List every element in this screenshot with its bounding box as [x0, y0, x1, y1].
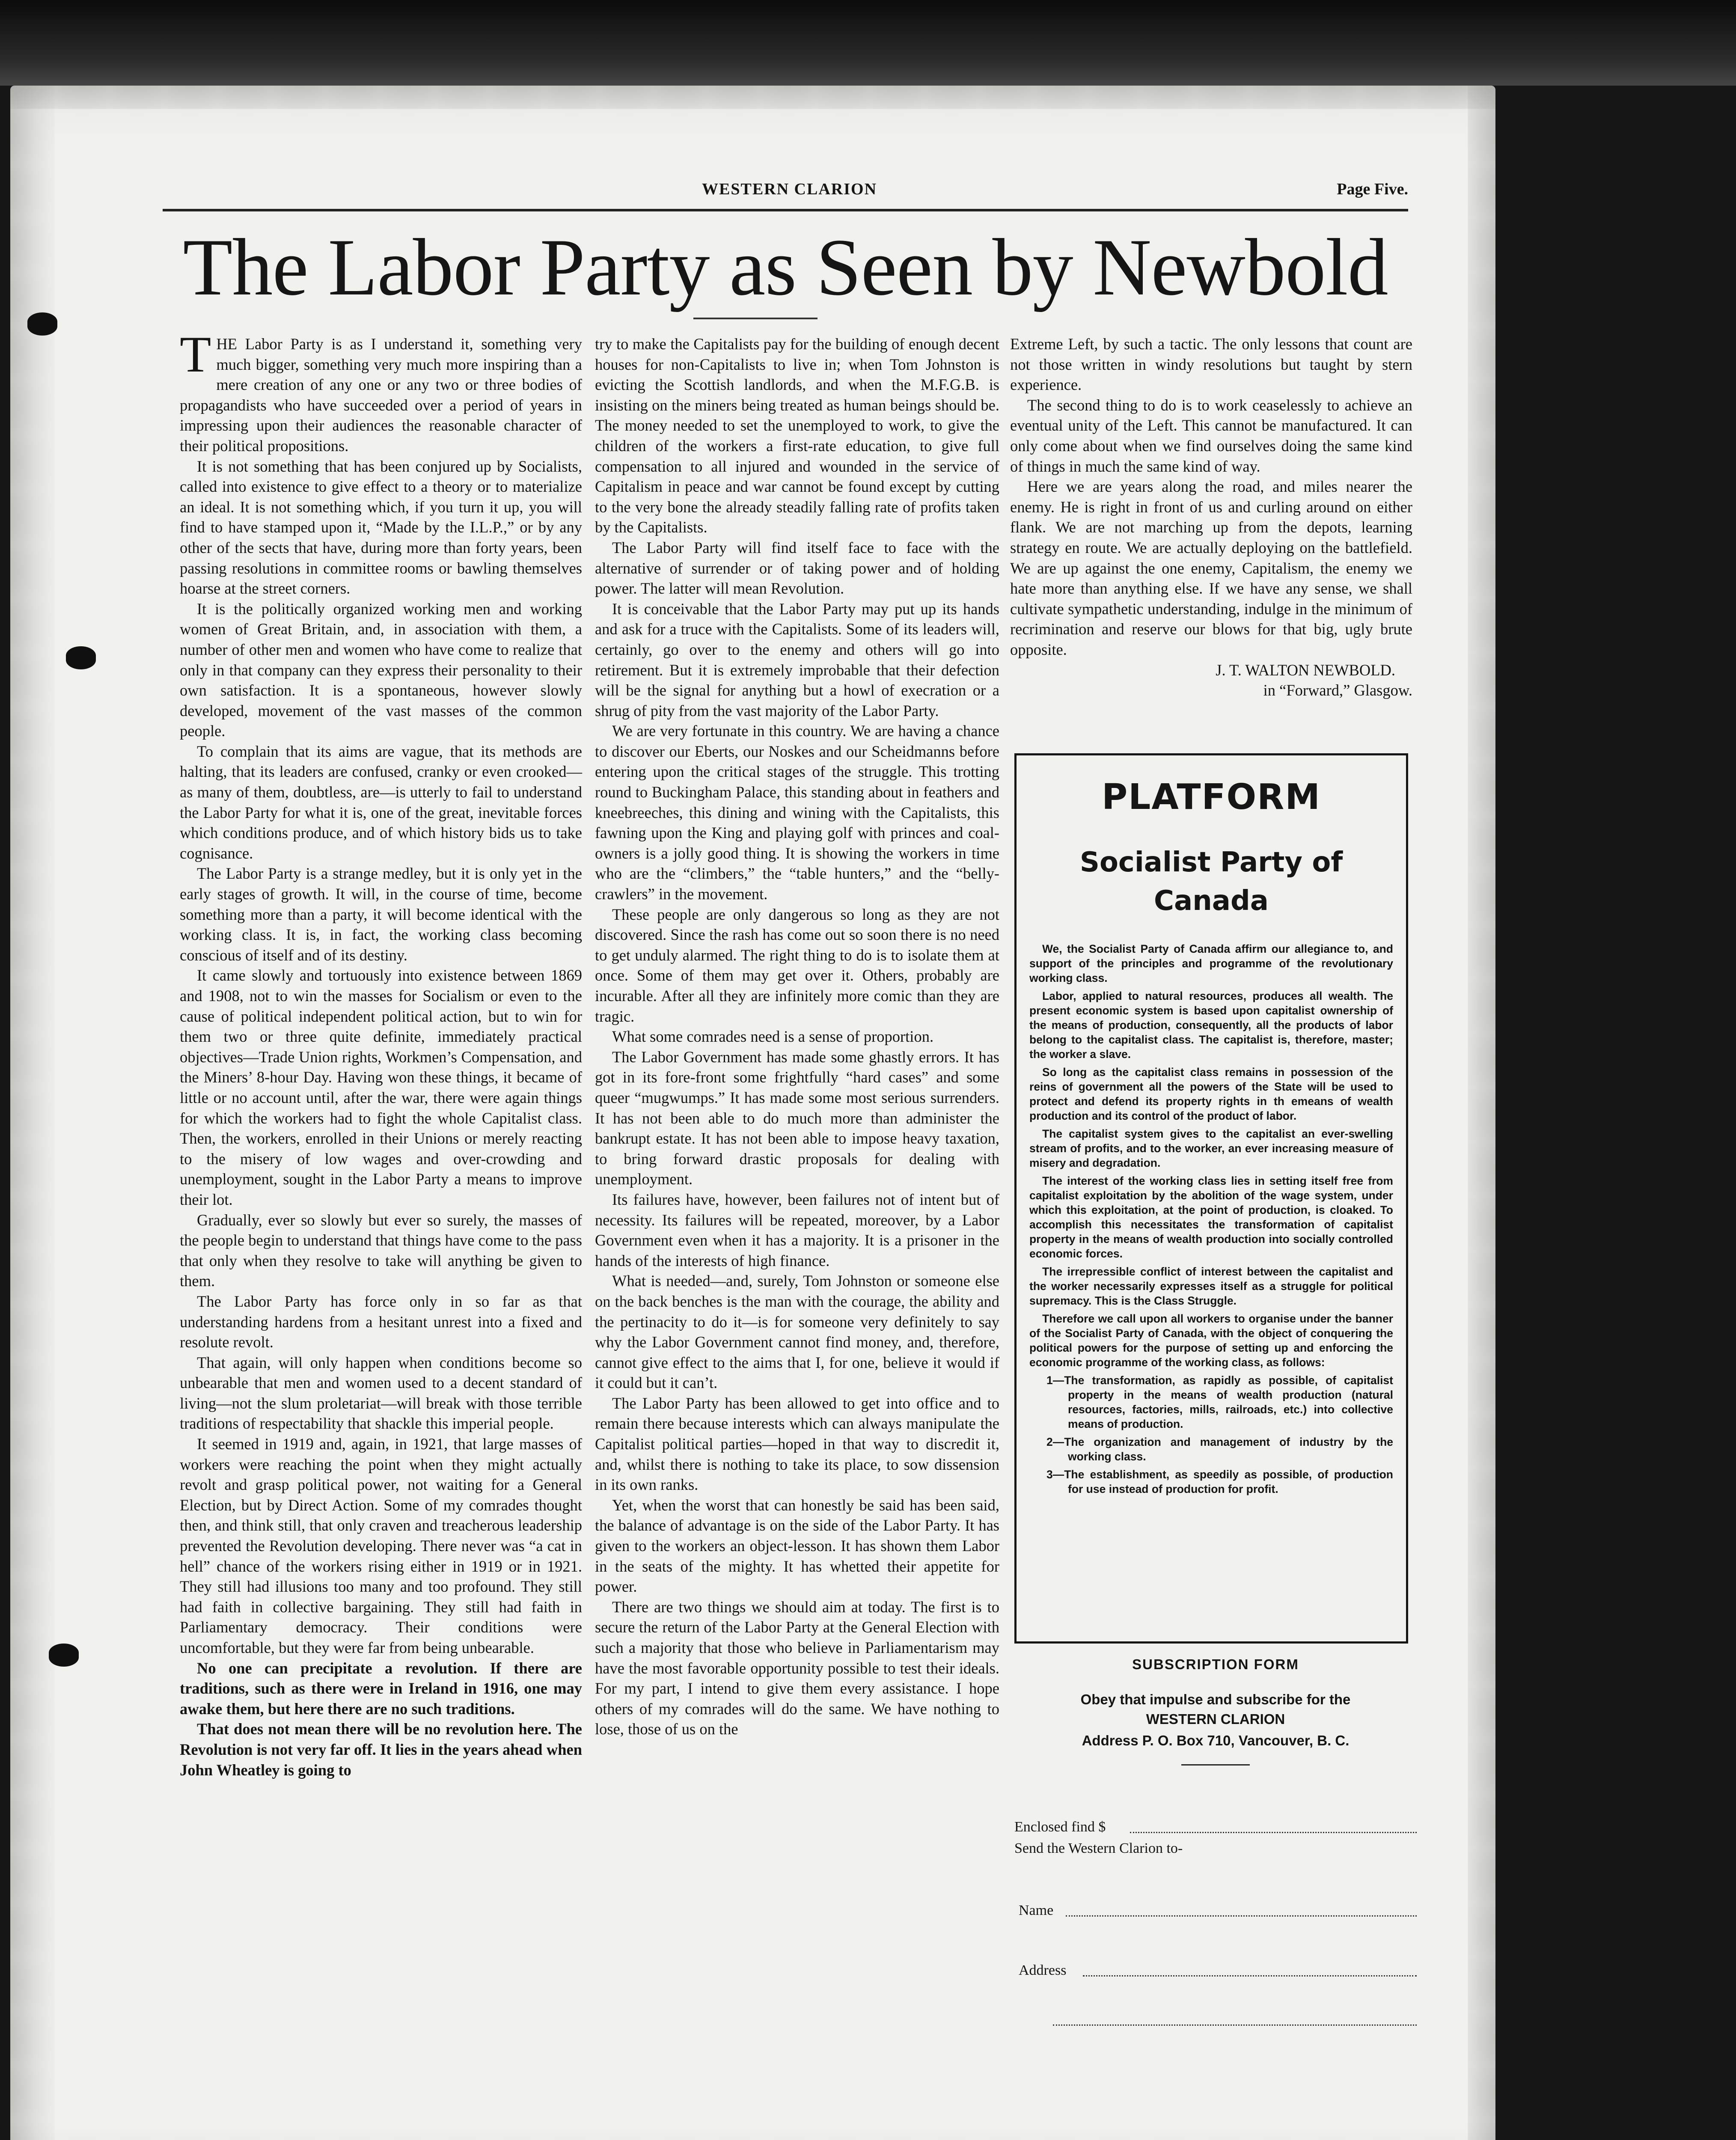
paragraph: There are two things we should aim at today. The first is to secure the return of the Labor Party at the General Election with such a majority that those who believe in Parliamentarism may have the most favorable opportunity possible to test their ideals. For my part, I intend to give them every assistance. I hope others of my comrades will do the same. We have nothing to lose, those of us on the [595, 1598, 999, 1738]
paragraph: These people are only dangerous so long as they are not discovered. Since the rash has come out so soon there is no need to get unduly alarmed. The right thing to do is to isolate them at once. Some of them may get over it. Others, probably are incurable. After all they are infinitely more comic than they are tragic. [595, 905, 999, 1025]
paragraph: To complain that its aims are vague, that its methods are halting, that its leaders are confused, cranky or even crooked—as many of them, doubtless, are—is utterly to fail to understand the Labor Party for what it is, one of the great, inevitable forces which conditions produce, and of which history bids us to take cognisance. [180, 742, 582, 862]
scan-top-border [0, 0, 1736, 86]
mailing-address: Address P. O. Box 710, Vancouver, B. C. [1082, 1733, 1350, 1748]
title-rule [693, 318, 817, 319]
name-field[interactable] [1066, 1915, 1417, 1917]
paragraph: try to make the Capitalists pay for the building of enough decent houses for non-Capitalists to live in; when Tom Johnston is evicting the Scottish landlords, and when the M.F.G.B. is insisting on the miners being treated as human beings should be. The money needed to set the unemployed to work, to give the children of the workers a first-rate education, to give full compensation to all injured and wounded in the service of Capitalism in peace and war cannot be found except by cutting to the very bone the already steadily falling rate of profits taken by the Capitalists. [595, 335, 999, 536]
subscription-text [1014, 1690, 1417, 1729]
address-field-line-2[interactable] [1053, 2024, 1417, 2026]
paragraph: Yet, when the worst that can honestly be said has been said, the balance of advantage is on the side of the Labor Party. It has given to the workers an object-lesson. It has shown them Labor in the seats of the mighty. It has whetted their appetite for power. [595, 1496, 999, 1596]
paragraph: THE Labor Party is as I understand it, something very much bigger, something very much more inspiring than a mere creation of any one or any two or three bodies of propagandists who have succeeded over a period of years in impressing upon their audiences the reasonable character of their political propositions. [180, 326, 582, 455]
subscription-title: SUBSCRIPTION FORM [1132, 1656, 1299, 1672]
running-head [163, 180, 1408, 201]
platform-paragraph: We, the Socialist Party of Canada affirm our allegiance to, and support of the principles and programme of the revolutionary working class. [1029, 942, 1393, 984]
enclosed-label: Enclosed find $ [1014, 1819, 1106, 1835]
paragraph: The Labor Party has force only in so far as that understanding hardens from a hesitant unrest into a fixed and resolute revolt. [180, 1292, 582, 1351]
paragraph: The Labor Government has made some ghastly errors. It has got in its fore-front some frightfully “hard cases” and some queer “mugwumps.” It has made some most serious surrenders. It has not been able to do much more than administer the bankrupt estate. It has not been able to impose heavy taxation, to bring forward drastic proposals for dealing with unemployment. [595, 1048, 999, 1188]
paragraph: It came slowly and tortuously into existence between 1869 and 1908, not to win the masses for Socialism or even to the cause of political independent political action, but to win for them two or three quite definite, immediately practical objectives—Trade Union rights, Workmen’s Compensation, and the Miners’ 8-hour Day. Having won these things, it became of little or no account until, after the war, there were again things for which the workers had to fight the whole Capitalist class. Then, the workers, enrolled in their Unions or merely reacting to the misery of low wages and over-crowding and unemployment, sought in the Labor Party a means to improve their lot. [180, 966, 582, 1208]
article-source: in “Forward,” Glasgow. [1263, 681, 1412, 699]
article-column-1 [180, 326, 582, 1780]
author-signature: J. T. WALTON NEWBOLD. [1216, 661, 1395, 679]
paragraph: It is not something that has been conjured up by Socialists, called into existence to give effect to a theory or to materialize an ideal. It is not something which, if you turn it up, you will find to have stamped upon it, “Made by the I.L.P.,” or by any other of the sects that have, during more than forty years, been passing resolutions in committee rooms or bawling themselves hoarse at the street corners. [180, 457, 582, 597]
binding-clip-icon [66, 646, 96, 669]
drop-cap: T [180, 326, 211, 383]
paper-name: WESTERN CLARION [1146, 1711, 1285, 1727]
platform-point: 2—The organization and management of industry by the working class. [1046, 1436, 1393, 1463]
platform-paragraph: The capitalist system gives to the capitalist an ever-swelling stream of profits, and to the worker, an ever increasing measure of misery and degradation. [1029, 1127, 1393, 1169]
article-column-3 [1010, 334, 1412, 701]
address-field[interactable] [1083, 1975, 1417, 1977]
paragraph: That does not mean there will be no revolution here. The Revolution is not very far off. It lies in the years ahead when John Wheatley is going to [180, 1720, 582, 1779]
platform-heading: PLATFORM [1102, 777, 1321, 817]
platform-paragraph: So long as the capitalist class remains in possession of the reins of government all the powers of the State will be used to protect and defend its property rights in th emeans of wealth production and its control of the product of labor. [1029, 1066, 1393, 1122]
paragraph: Here we are years along the road, and miles nearer the enemy. He is right in front of us and curling around on either flank. We are not marching up from the depots, learning strategy en route. We are actually deploying on the battlefield. We are up against the one enemy, Capitalism, the enemy we hate more than anything else. If we have any sense, we shall cultivate sympathetic understanding, indulge in the minimum of recrimination and reserve our blows for that big, ugly brute opposite. [1010, 478, 1412, 658]
paragraph: What some comrades need is a sense of proportion. [612, 1028, 934, 1046]
paragraph: The Labor Party has been allowed to get into office and to remain there because interests which can always manipulate the Capitalist political parties—hoped in that way to discredit it, and, whilst there is nothing to take its place, to sow dissension in its own ranks. [595, 1394, 999, 1494]
platform-body [1029, 942, 1393, 1496]
paragraph: No one can precipitate a revolution. If there are traditions, such as there were in Ireland in 1916, one may awake them, but here there are no such traditions. [180, 1659, 582, 1718]
paragraph: The Labor Party is a strange medley, but it is only yet in the early stages of growth. It will, in the course of time, become something more than a party, it will become identical with the working class. It is, in fact, the working class becoming conscious of itself and of its destiny. [180, 865, 582, 964]
platform-point: 1—The transformation, as rapidly as possible, of capitalist property in the means of wealth production (natural resources, factories, mills, railroads, etc.) into collective means of production. [1046, 1374, 1393, 1430]
name-label: Name [1019, 1902, 1054, 1918]
paragraph: The second thing to do is to work ceaselessly to achieve an eventual unity of the Left. This cannot be manufactured. It can only come about when we find ourselves doing the same kind of things in much the same kind of way. [1010, 396, 1412, 475]
binding-clip-icon [27, 312, 57, 336]
party-name-line: Socialist Party of [1079, 847, 1343, 878]
address-label: Address [1019, 1962, 1067, 1978]
article-column-2 [595, 334, 999, 1739]
enclosed-amount-field[interactable] [1130, 1832, 1417, 1833]
subscription-rule [1181, 1764, 1250, 1766]
party-name [1029, 843, 1393, 920]
article-title: The Labor Party as Seen by Newbold [183, 223, 1388, 312]
subscription-form [1014, 1656, 1417, 2042]
platform-box [1014, 753, 1408, 1644]
newspaper-name: WESTERN CLARION [702, 180, 877, 198]
send-to-label: Send the Western Clarion to- [1014, 1840, 1183, 1856]
paragraph: It is the politically organized working men and working women of Great Britain, and, in association with them, a number of other men and women who have come to realize that only in that company can they express their personality to their own satisfaction. It is a spontaneous, however slowly developed, movement of the vast masses of the common people. [180, 600, 582, 740]
paragraph: Extreme Left, by such a tactic. The only lessons that count are not those written in windy resolutions but taught by stern experience. [1010, 335, 1412, 394]
binding-clip-icon [49, 1644, 79, 1667]
platform-paragraph: The interest of the working class lies in setting itself free from capitalist exploitation by the abolition of the wage system, under which this exploitation, at the point of production, is cloaked. To accomplish this necessitates the transformation of capitalist property in the means of wealth production into socially controlled economic forces. [1029, 1174, 1393, 1260]
platform-paragraph: The irrepressible conflict of interest between the capitalist and the worker necessarily expresses itself as a struggle for political supremacy. This is the Class Struggle. [1029, 1265, 1393, 1307]
page-number: Page Five. [1337, 180, 1408, 198]
platform-paragraph: Labor, applied to natural resources, produces all wealth. The present economic system is based upon capitalist ownership of the means of production, consequently, all the products of labor belong to the capitalist class. The capitalist is, therefore, master; the worker a slave. [1029, 990, 1393, 1061]
paragraph: Gradually, ever so slowly but ever so surely, the masses of the people begin to understand that things have come to the pass that only when they resolve to take will anything be given to them. [180, 1211, 582, 1290]
paragraph: That again, will only happen when conditions become so unbearable that men and women used to a decent standard of living—not the slum proletariat—will break with those terrible traditions of respectability that shackle this imperial people. [180, 1353, 582, 1433]
obey-line: Obey that impulse and subscribe for the [1080, 1691, 1351, 1707]
paragraph: It seemed in 1919 and, again, in 1921, that large masses of workers were reaching the point when they might actually revolt and grasp political power, not waiting for a General Election, but by Direct Action. Some of my comrades thought then, and think still, that only craven and treacherous leadership prevented the Revolution developing. There never was “a cat in hell” chance of the workers rising either in 1919 or in 1921. They still had illusions too many and too profound. They still had faith in collective bargaining. They still had faith in Parliamentary democracy. Their conditions were uncomfortable, but they were far from being unbearable. [180, 1435, 582, 1656]
paragraph: What is needed—and, surely, Tom Johnston or someone else on the back benches is the man with the courage, the ability and the pertinacity to do it—is for someone very definitely to say why the Labor Government cannot find money, and, therefore, cannot give effect to the aims that I, for one, believe it would if it could but it can’t. [595, 1272, 999, 1392]
paragraph: The Labor Party will find itself face to face with the alternative of surrender or of taking power and of holding power. The latter will mean Revolution. [595, 538, 999, 597]
party-name-line: Canada [1154, 885, 1269, 917]
platform-paragraph: Therefore we call upon all workers to organise under the banner of the Socialist Party of Canada, with the object of conquering the political powers for the purpose of setting up and enforcing the economic programme of the working class, as follows: [1029, 1312, 1393, 1369]
paragraph: We are very fortunate in this country. We are having a chance to discover our Eberts, our Noskes and our Scheidmanns before entering upon the critical stages of the struggle. This trotting round to Buckingham Palace, this standing about in feathers and kneebreeches, this dining and wining with the Capitalists, this fawning upon the King and playing golf with princes and coal-owners is a jolly good thing. It is showing the workers in time who are the “climbers,” the “table hunters,” and the “belly-crawlers” in the movement. [595, 722, 999, 903]
paragraph: It is conceivable that the Labor Party may put up its hands and ask for a truce with the Capitalists. Some of its leaders will, certainly, go over to the enemy and others will go into retirement. But it is extremely improbable that their defection will be the signal for anything but a howl of execration or a shrug of pity from the vast majority of the Labor Party. [595, 600, 999, 719]
platform-point: 3—The establishment, as speedily as possible, of production for use instead of production for profit. [1046, 1468, 1393, 1495]
header-rule [163, 209, 1408, 211]
paragraph: Its failures have, however, been failures not of intent but of necessity. Its failures will be repeated, moreover, by a Labor Government even when it has a majority. It is a prisoner in the hands of the interests of high finance. [595, 1190, 999, 1269]
